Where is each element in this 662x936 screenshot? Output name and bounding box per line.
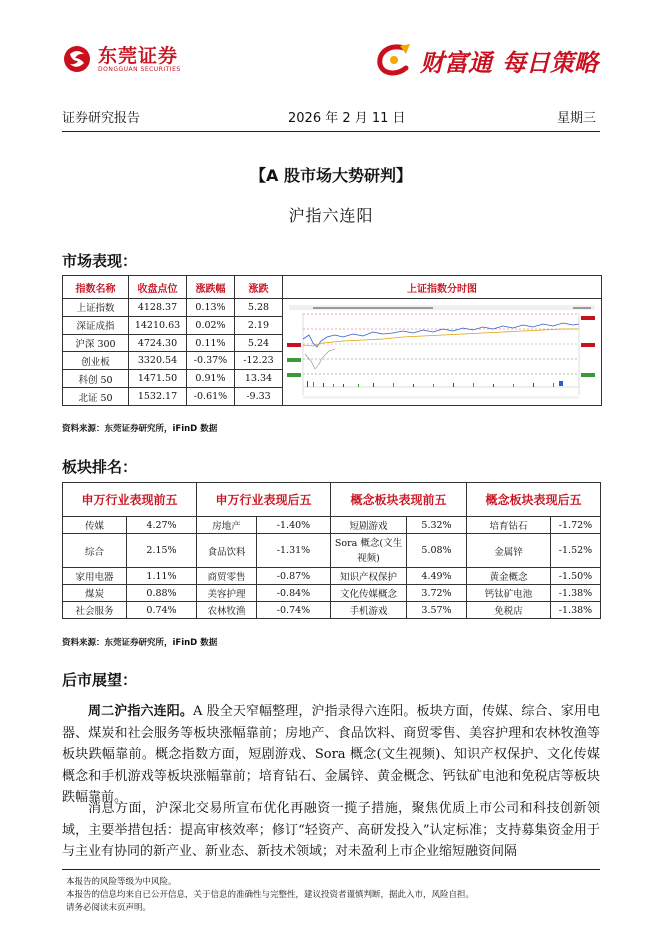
sector-name: 房地产: [197, 517, 257, 534]
concept-name: 金属锌: [467, 534, 551, 568]
index-chg: 5.24: [235, 334, 283, 352]
index-pct: -0.61%: [187, 388, 235, 406]
sector-name: 煤炭: [63, 585, 127, 602]
sector-heading: 板块排名：: [62, 458, 138, 476]
index-close: 4724.30: [129, 334, 187, 352]
sector-pct: -0.84%: [257, 585, 331, 602]
header-divider: [62, 131, 600, 132]
market-source: 资料来源：东莞证券研究所，iFinD 数据: [62, 424, 218, 434]
index-close: 14210.63: [129, 316, 187, 334]
concept-pct: 4.49%: [407, 568, 467, 585]
sector-pct: 2.15%: [127, 534, 197, 568]
index-chg: -9.33: [235, 388, 283, 406]
table-row: [63, 568, 601, 585]
table-row: [63, 534, 601, 568]
concept-name: 文化传媒概念: [331, 585, 407, 602]
concept-pct: 3.57%: [407, 602, 467, 619]
product-name: 财富通: [420, 48, 492, 77]
index-chg: 5.28: [235, 299, 283, 317]
index-chg: 13.34: [235, 370, 283, 388]
sector-pct: -1.31%: [257, 534, 331, 568]
concept-name: 黄金概念: [467, 568, 551, 585]
concept-pct: -1.38%: [551, 585, 601, 602]
index-close: 3320.54: [129, 352, 187, 370]
index-name: 科创 50: [63, 370, 129, 388]
concept-pct: -1.38%: [551, 602, 601, 619]
concept-pct: -1.50%: [551, 568, 601, 585]
dongguan-securities-logo: [62, 44, 181, 74]
sector-pct: 0.74%: [127, 602, 197, 619]
read-disclaimer-note: 请务必阅读末页声明。: [66, 903, 152, 913]
index-pct: 0.91%: [187, 370, 235, 388]
sector-pct: -0.74%: [257, 602, 331, 619]
index-name: 深证成指: [63, 316, 129, 334]
index-name: 上证指数: [63, 299, 129, 317]
market-table: [62, 275, 602, 406]
sector-name: 商贸零售: [197, 568, 257, 585]
outlook-body: A 股全天窄幅整理，沪指录得六连阳。板块方面，传媒、综合、家用电器、煤炭和社会服务等板块涨幅靠前；房地产、食品饮料、商贸零售、美容护理和农林牧渔等板块跌幅靠前。概念指数方面，短剧游戏、Sora 概念(文生视频)、知识产权保护、文化传媒概念和手机游戏等板块涨幅靠前；培育钻石、金属锌、黄金概念、钙钛矿电池和免税店等板块跌幅靠前。: [62, 704, 600, 805]
concept-name: Sora 概念(文生视频): [331, 534, 407, 568]
index-chg: -12.23: [235, 352, 283, 370]
index-name: 北证 50: [63, 388, 129, 406]
report-meta: [62, 107, 600, 127]
index-chg: 2.19: [235, 316, 283, 334]
sector-name: 传媒: [63, 517, 127, 534]
concept-pct: -1.52%: [551, 534, 601, 568]
concept-pct: -1.72%: [551, 517, 601, 534]
report-type: 证券研究报告: [62, 111, 141, 126]
info-source-note: 本报告的信息均来自已公开信息，关于信息的准确性与完整性，建议投资者谨慎判断，据此入市，风险自担。: [66, 890, 475, 900]
sector-name: 家用电器: [63, 568, 127, 585]
sector-pct: -1.40%: [257, 517, 331, 534]
outlook-paragraph-2: 消息方面，沪深北交易所宣布优化再融资一揽子措施，聚焦优质上市公司和科技创新领域，主要举措包括：提高审核效率；修订“轻资产、高研发投入”认定标准；支持募集资金用于与主业有协同的新产业、新业态、新技术领域；对未盈利上市企业缩短融资间隔: [62, 801, 600, 859]
col-sw-bottom: 申万行业表现后五: [197, 483, 331, 517]
concept-pct: 5.08%: [407, 534, 467, 568]
sector-source: 资料来源：东莞证券研究所，iFinD 数据: [62, 638, 218, 648]
sector-pct: 0.88%: [127, 585, 197, 602]
intraday-chart-cell: [283, 299, 602, 406]
footer-divider: [62, 869, 600, 870]
report-subtitle: 沪指六连阳: [288, 206, 374, 225]
col-chg: 涨跌: [235, 276, 283, 299]
index-pct: 0.13%: [187, 299, 235, 317]
market-heading: 市场表现：: [62, 252, 138, 270]
sector-name: 社会服务: [63, 602, 127, 619]
outlook-lead: 周二沪指六连阳。: [88, 704, 193, 719]
product-series: 每日策略: [502, 48, 598, 77]
concept-name: 钙钛矿电池: [467, 585, 551, 602]
index-name: 创业板: [63, 352, 129, 370]
report-date: 2026 年 2 月 11 日: [288, 111, 406, 126]
concept-name: 知识产权保护: [331, 568, 407, 585]
col-sw-top: 申万行业表现前五: [63, 483, 197, 517]
sector-pct: 4.27%: [127, 517, 197, 534]
sector-pct: 1.11%: [127, 568, 197, 585]
index-name: 沪深 300: [63, 334, 129, 352]
concept-pct: 3.72%: [407, 585, 467, 602]
sector-name: 农林牧渔: [197, 602, 257, 619]
concept-name: 短剧游戏: [331, 517, 407, 534]
sector-pct: -0.87%: [257, 568, 331, 585]
report-weekday: 星期三: [556, 111, 596, 126]
table-row: [63, 517, 601, 534]
concept-name: 免税店: [467, 602, 551, 619]
sector-name: 综合: [63, 534, 127, 568]
outlook-paragraph-1: [62, 701, 600, 809]
sector-name: 美容护理: [197, 585, 257, 602]
outlook-heading: 后市展望：: [62, 671, 138, 689]
brand-en: DONGGUAN SECURITIES: [98, 65, 181, 73]
col-concept-bottom: 概念板块表现后五: [467, 483, 601, 517]
index-close: 1532.17: [129, 388, 187, 406]
table-row: [63, 602, 601, 619]
concept-name: 培育钻石: [467, 517, 551, 534]
index-pct: 0.02%: [187, 316, 235, 334]
sector-name: 食品饮料: [197, 534, 257, 568]
brand-cn: 东莞证券: [98, 44, 179, 67]
concept-name: 手机游戏: [331, 602, 407, 619]
index-close: 4128.37: [129, 299, 187, 317]
sector-table: [62, 482, 601, 619]
index-pct: 0.11%: [187, 334, 235, 352]
risk-level-note: 本报告的风险等级为中风险。: [66, 877, 177, 887]
report-title: 【A 股市场大势研判】: [250, 166, 412, 185]
index-pct: -0.37%: [187, 352, 235, 370]
disclaimer-footer: [66, 876, 474, 915]
caifutong-swoosh-icon: [374, 42, 418, 78]
concept-pct: 5.32%: [407, 517, 467, 534]
col-concept-top: 概念板块表现前五: [331, 483, 467, 517]
daily-strategy-logo: [374, 42, 598, 78]
index-close: 1471.50: [129, 370, 187, 388]
report-header: [0, 0, 662, 100]
col-index-name: 指数名称: [63, 276, 129, 299]
dongguan-logo-icon: [62, 44, 92, 74]
col-close: 收盘点位: [129, 276, 187, 299]
chart-title: 上证指数分时图: [283, 276, 602, 299]
intraday-chart-thumbnail: [283, 299, 601, 402]
col-pct: 涨跌幅: [187, 276, 235, 299]
table-row: [63, 299, 602, 317]
table-row: [63, 585, 601, 602]
